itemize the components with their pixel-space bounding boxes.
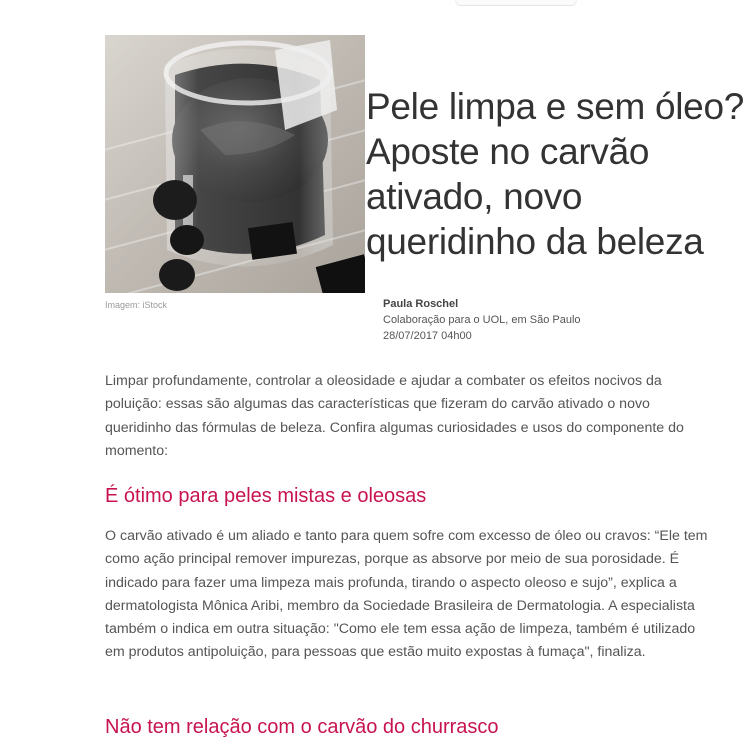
article-headline: Pele limpa e sem óleo? Aposte no carvão ativado, novo queridinho da beleza: [366, 86, 744, 262]
article-body: [105, 370, 715, 738]
author-affiliation: Colaboração para o UOL, em São Paulo: [383, 314, 581, 326]
byline: [383, 296, 581, 344]
image-caption: Imagem: iStock: [105, 300, 168, 310]
hero-image: [105, 35, 365, 293]
section-heading-oily-skin: É ótimo para peles mistas e oleosas: [105, 485, 427, 507]
section-paragraph-oily-skin: O carvão ativado é um aliado e tanto para quem sofre com excesso de óleo ou cravos: “Ele tem como ação principal remover impurezas, porque as absorve por meio de sua porosidade. É indicado para fazer uma limpeza mais profunda, tirando o aspecto oleoso e sujo”, explica a dermatologista Mônica Aribi, membro da Sociedade Brasileira de Dermatologia. A especialista também o indica em outra situação: "Como ele tem essa ação de limpeza, também é utilizado em produtos antipoluição, para pessoas que estão muito expostas à fumaça", finaliza.: [105, 528, 708, 661]
author-name[interactable]: Paula Roschel: [383, 298, 459, 310]
publish-datetime: 28/07/2017 04h00: [383, 330, 472, 342]
charcoal-jar-photo: [105, 35, 365, 293]
intro-paragraph: Limpar profundamente, controlar a oleosidade e ajudar a combater os efeitos nocivos da poluição: essas são algumas das características que fizeram do carvão ativado o novo queridinho das fórmulas de beleza. Confira algumas curiosidades e usos do componente do momento:: [105, 373, 684, 459]
section-heading-barbecue: Não tem relação com o carvão do churrasco: [105, 716, 499, 738]
top-menu-tab: [455, 0, 577, 6]
